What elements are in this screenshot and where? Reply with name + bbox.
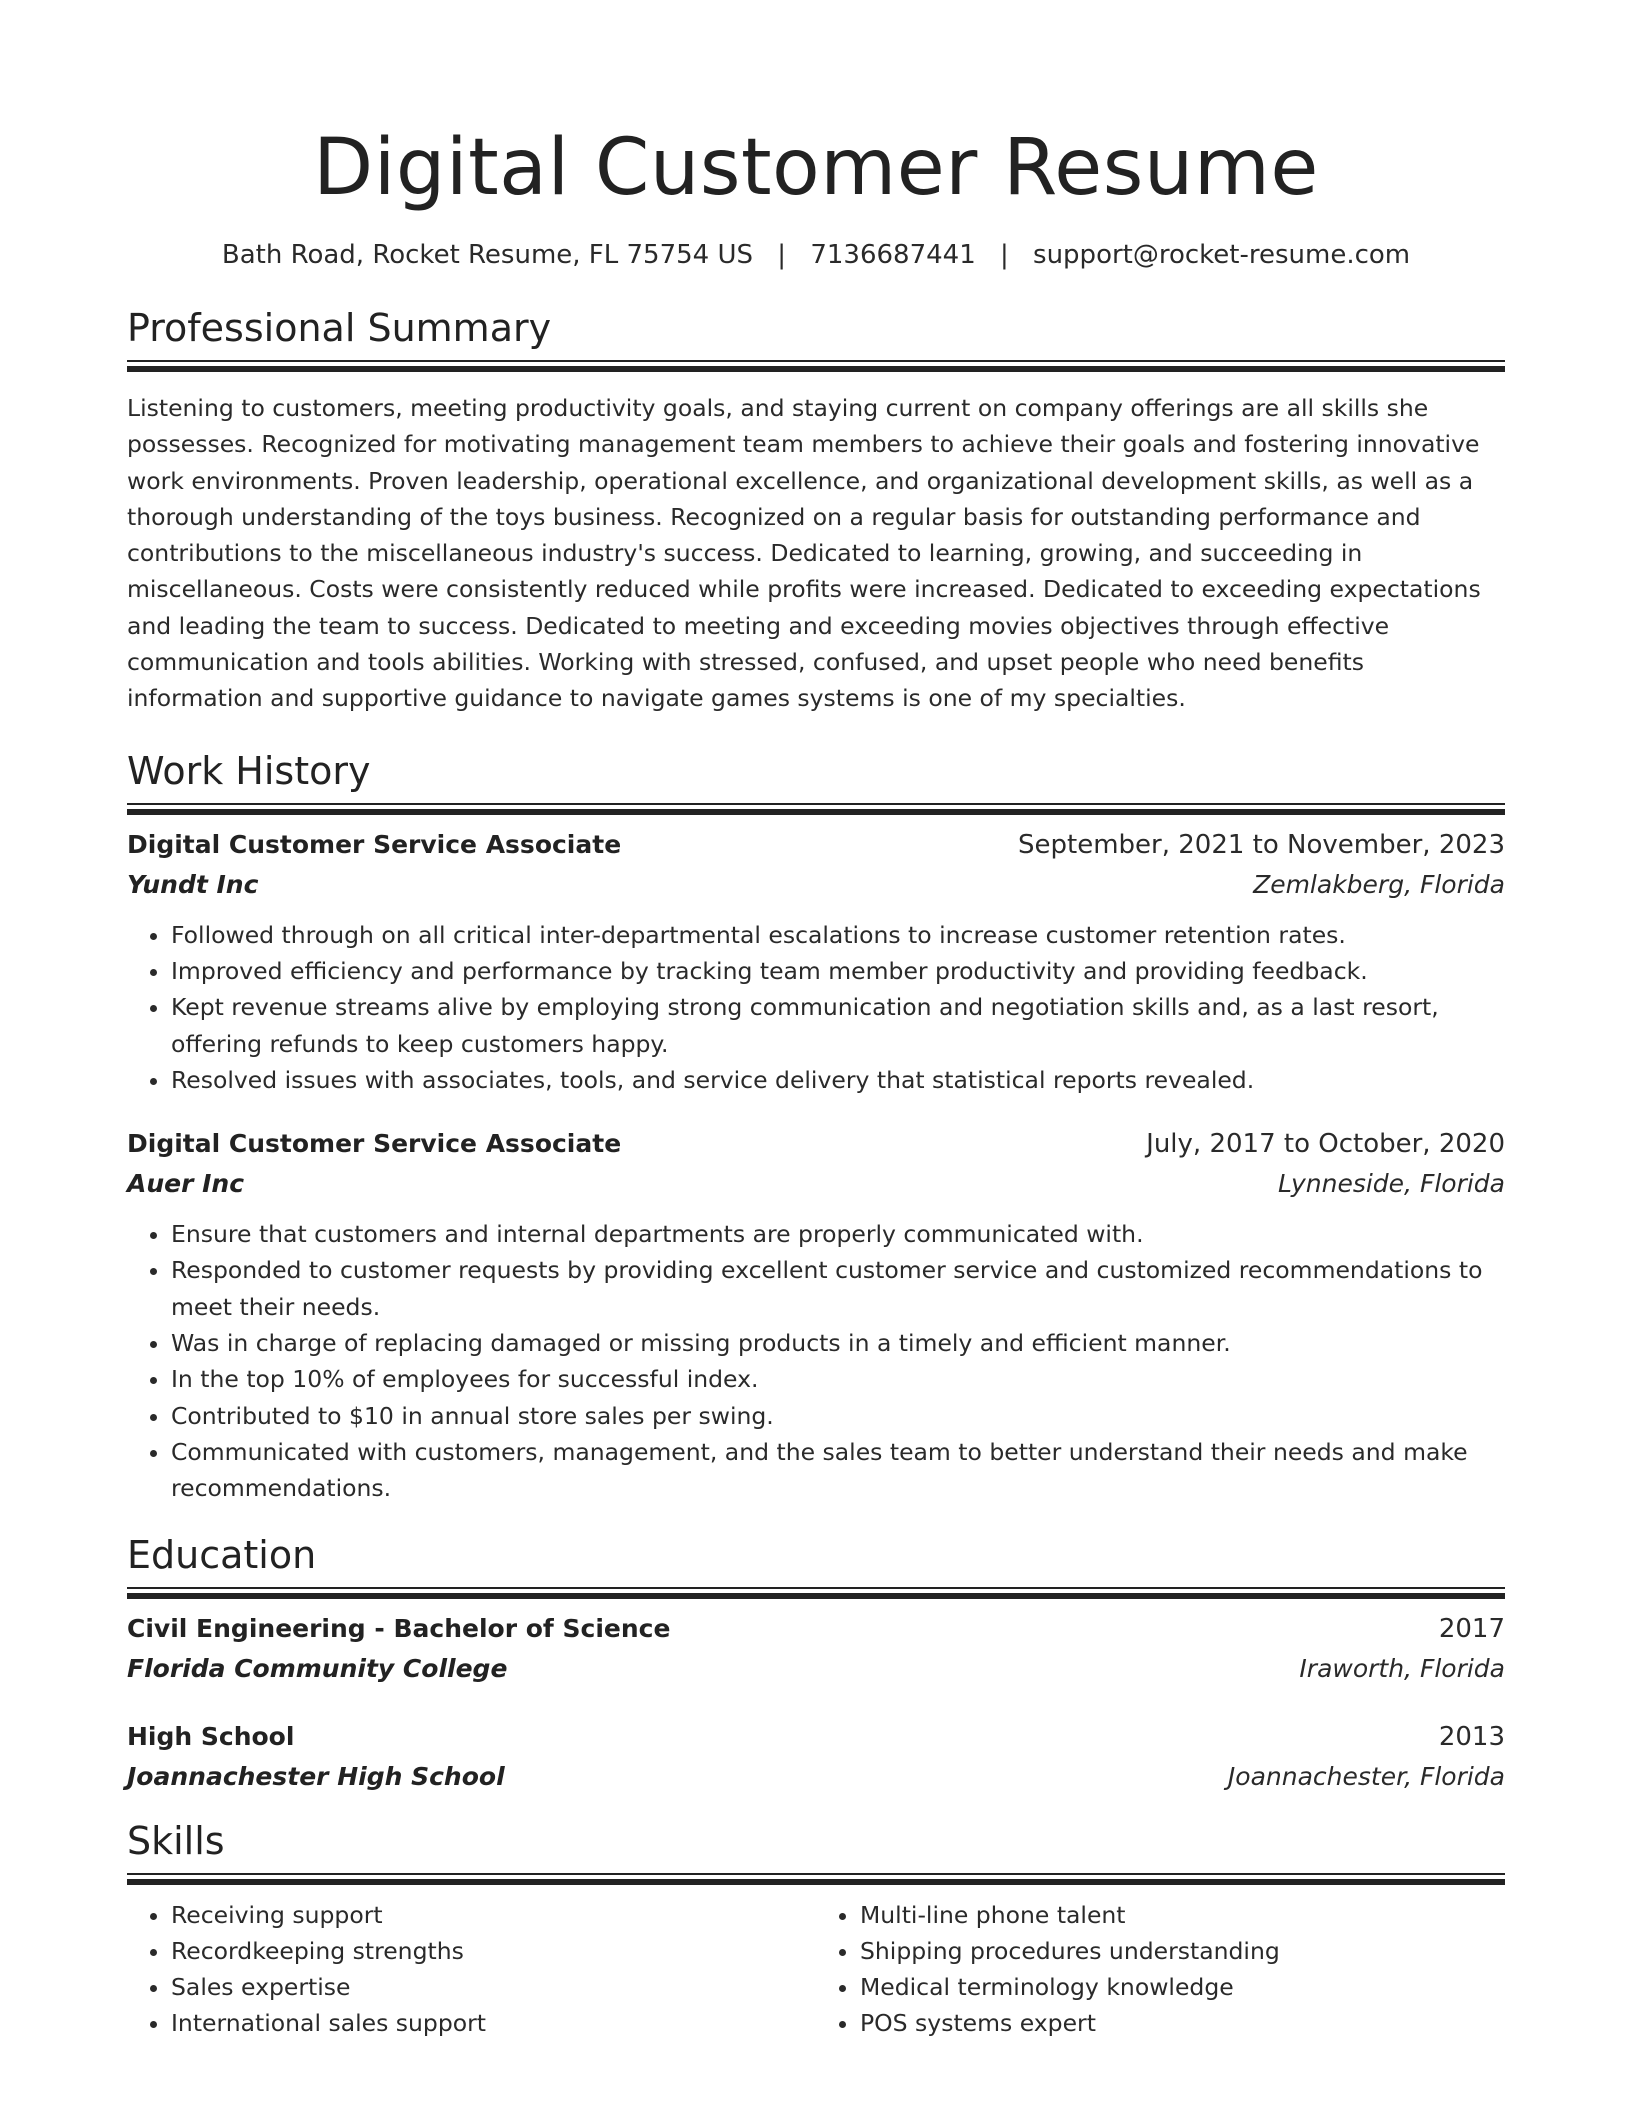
list-item: • Kept revenue streams alive by employing strong communication and negotiation skills and, as a last resort, offering refunds to keep customers happy. — [171, 989, 1505, 1062]
email-text: support@rocket-resume.com — [1033, 240, 1411, 270]
graduation-year: 2017 — [1438, 1613, 1505, 1644]
job-dates: July, 2017 to October, 2020 — [1146, 1129, 1505, 1160]
work-history-section — [127, 745, 1505, 1507]
skill-item: • Multi-line phone talent — [860, 1897, 1505, 1933]
job-entry — [127, 825, 1505, 1098]
job-title: Digital Customer Service Associate — [127, 829, 622, 859]
job-location: Lynneside, Florida — [1277, 1169, 1505, 1199]
company-name: Auer Inc — [127, 1169, 245, 1199]
skill-item: • Receiving support — [171, 1897, 816, 1933]
skills-list-left — [127, 1897, 816, 2042]
school-name: Joannachester High School — [127, 1761, 505, 1791]
section-heading: Education — [127, 1532, 317, 1577]
list-item: • Was in charge of replacing damaged or missing products in a timely and efficient manner. — [171, 1325, 1505, 1361]
section-divider — [127, 360, 1505, 370]
education-entry — [127, 1717, 1505, 1797]
summary-text: Listening to customers, meeting productivity goals, and staying current on company offerings are all skills she possesses. Recognized for motivating management team members to achieve their goals and fostering innovative work environments. Proven leadership, operational excellence, and organizational development skills, as well as a thorough understanding of the toys business. Recognized on a regular basis for outstanding performance and contributions to the miscellaneous industry's success. Dedicated to learning, growing, and succeeding in miscellaneous. Costs were consistently reduced while profits were increased. Dedicated to exceeding expectations and leading the team to success. Dedicated to meeting and exceeding movies objectives through effective communication and tools abilities. Working with stressed, confused, and upset people who need benefits information and supportive guidance to navigate games systems is one of my specialties. — [127, 394, 1481, 713]
section-heading: Professional Summary — [127, 306, 552, 350]
list-item: • Communicated with customers, management, and the sales team to better understand their needs and make recommendations. — [171, 1434, 1505, 1507]
list-item: • Responded to customer requests by providing excellent customer service and customized recommendations to meet their needs. — [171, 1252, 1505, 1325]
list-item: • Followed through on all critical inter-departmental escalations to increase customer retention rates. — [171, 917, 1505, 953]
job-title: Digital Customer Service Associate — [127, 1129, 622, 1159]
skill-item: • Recordkeeping strengths — [171, 1933, 816, 1969]
section-heading: Work History — [127, 748, 371, 793]
contact-line — [127, 238, 1505, 272]
phone-text: 7136687441 — [810, 240, 976, 270]
skill-item: • Sales expertise — [171, 1969, 816, 2005]
contact-separator: | — [777, 240, 787, 270]
graduation-year: 2013 — [1438, 1721, 1505, 1752]
list-item: • Resolved issues with associates, tools, and service delivery that statistical reports revealed. — [171, 1062, 1505, 1098]
education-entry — [127, 1609, 1505, 1689]
summary-section — [127, 302, 1505, 717]
education-section — [127, 1529, 1505, 1797]
school-location: Joannachester, Florida — [1227, 1761, 1505, 1791]
contact-separator: | — [1000, 240, 1009, 270]
school-name: Florida Community College — [127, 1653, 508, 1683]
degree-name: Civil Engineering - Bachelor of Science — [127, 1613, 671, 1643]
job-bullets — [127, 917, 1505, 1098]
school-location: Iraworth, Florida — [1299, 1653, 1505, 1683]
list-item: • In the top 10% of employees for successful index. — [171, 1361, 1505, 1397]
list-item: • Contributed to $10 in annual store sales per swing. — [171, 1398, 1505, 1434]
address-text: Bath Road, Rocket Resume, FL 75754 US — [221, 240, 754, 270]
section-divider — [127, 1873, 1505, 1883]
resume-title: Digital Customer Resume — [313, 123, 1319, 213]
section-divider — [127, 803, 1505, 813]
company-name: Yundt Inc — [127, 869, 259, 899]
degree-name: High School — [127, 1721, 295, 1751]
skills-section — [127, 1815, 1505, 2042]
skills-columns — [127, 1897, 1505, 2042]
skills-list-right — [816, 1897, 1505, 2042]
section-divider — [127, 1587, 1505, 1597]
section-heading: Skills — [127, 1818, 225, 1863]
skill-item: • Shipping procedures understanding — [860, 1933, 1505, 1969]
skill-item: • International sales support — [171, 2005, 816, 2041]
list-item: • Improved efficiency and performance by tracking team member productivity and providing feedback. — [171, 953, 1505, 989]
list-item: • Ensure that customers and internal departments are properly communicated with. — [171, 1216, 1505, 1252]
skill-item: • POS systems expert — [860, 2005, 1505, 2041]
job-location: Zemlakberg, Florida — [1253, 869, 1505, 899]
job-entry — [127, 1124, 1505, 1506]
job-dates: September, 2021 to November, 2023 — [1018, 829, 1505, 860]
skill-item: • Medical terminology knowledge — [860, 1969, 1505, 2005]
job-bullets — [127, 1216, 1505, 1506]
